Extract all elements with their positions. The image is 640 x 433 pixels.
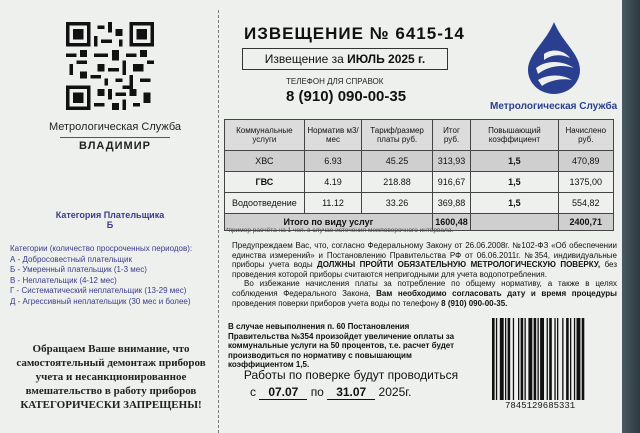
category-item: Б - Умеренный плательщик (1-3 мес) <box>10 265 147 274</box>
table-cell: 1375,00 <box>558 172 613 193</box>
barcode-bar <box>521 318 524 400</box>
barcode-bar <box>574 318 575 400</box>
category-item: А - Добросовестный плательщик <box>10 254 132 264</box>
table-cell: 1,5 <box>471 172 558 193</box>
table-row <box>225 172 614 193</box>
barcode-bar <box>562 318 563 400</box>
qr-code-icon <box>66 22 154 110</box>
payer-category-value: Б <box>106 220 114 230</box>
notice-text: Во избежание начисления платы за потребление по общему нормативу, а также в целях соблюдения Федерального Закона, <box>232 279 617 298</box>
notice-paragraph-1 <box>232 241 617 279</box>
phone-label: ТЕЛЕФОН ДЛЯ СПРАВОК <box>286 77 384 86</box>
col-header: Норматив м3/мес <box>304 120 362 151</box>
works-dates <box>250 385 490 400</box>
org-name-right: Метрологическая Служба <box>490 101 618 112</box>
notice-text: Предупреждаем Вас, что, согласно Федеральному Закону от 26.06.2008г. №102-ФЗ «Об обеспечении единства измерений» и Постановлению Правительства РФ от 06.06.2011г. №354, индивидуальные приборы учета воды <box>232 241 617 270</box>
notice-paragraph-2 <box>232 279 617 308</box>
table-cell: 6.93 <box>304 151 362 172</box>
date-to: 31.07 <box>327 385 375 400</box>
date-from-label: с <box>250 385 256 399</box>
table-cell: 1,5 <box>471 193 558 214</box>
background-edge <box>622 0 640 433</box>
tamper-warning: Обращаем Ваше внимание, что самостоятельный демонтаж приборов учета и несанкционированное вмешательство в работу приборов КАТЕГОРИЧЕСКИ ЗАПРЕЩЕНЫ! <box>16 343 206 411</box>
works-label: Работы по поверке будут проводиться <box>243 368 459 382</box>
barcode-bar <box>513 318 514 400</box>
category-legend <box>10 244 215 307</box>
notice-text-bold: Вам необходимо согласовать дату и время процедуры <box>376 288 617 298</box>
barcode-number: 7845129685331 <box>505 401 576 411</box>
table-cell: 45.25 <box>362 151 433 172</box>
table-cell: ГВС <box>225 172 305 193</box>
notice-text: без проведения которой приборы считаются непригодными для учета водопотребления. <box>232 260 617 279</box>
barcode-icon <box>490 318 618 400</box>
table-cell: 4.19 <box>304 172 362 193</box>
table-row <box>225 151 614 172</box>
table-cell-empty <box>471 214 558 231</box>
category-item: Д - Агрессивный неплательщик (30 мес и более) <box>10 296 191 306</box>
cut-line-divider <box>218 10 219 433</box>
barcode-bar <box>500 318 504 400</box>
table-row <box>225 193 614 214</box>
category-item: Г - Систематический неплательщик (13-29 мес) <box>10 286 187 295</box>
barcode-bar <box>549 318 552 400</box>
barcode-bar <box>534 318 537 400</box>
date-to-label: по <box>310 385 324 399</box>
total-charged: 2400,71 <box>558 214 613 231</box>
barcode-bar <box>528 318 532 400</box>
barcode-bar <box>508 318 511 400</box>
notice-title: ИЗВЕЩЕНИЕ № 6415-14 <box>244 24 465 43</box>
payer-category <box>40 210 180 230</box>
barcode-bar <box>505 318 506 400</box>
barcode-bar <box>492 318 495 400</box>
category-item: В - Неплательщик (4-12 мес) <box>10 275 117 285</box>
city-name: ВЛАДИМИР <box>60 137 170 152</box>
table-cell: Водоотведение <box>225 193 305 214</box>
table-cell: 313,93 <box>432 151 470 172</box>
table-cell: 369,88 <box>432 193 470 214</box>
water-drop-logo-icon <box>522 20 586 96</box>
col-header: Начислено руб. <box>558 120 613 151</box>
barcode-bar <box>557 318 558 400</box>
notice-paragraph <box>232 241 617 308</box>
total-label: Итого по виду услуг <box>225 214 433 231</box>
date-from: 07.07 <box>259 385 307 400</box>
notice-phone: 8 (910) 090-00-35. <box>441 298 508 308</box>
table-cell: 1,5 <box>471 151 558 172</box>
penalty-text: В случае невыполнения п. 60 Постановления Правительства №354 произойдет увеличение оплаты за коммунальные услуги на 50 процентов, т.е. расчет будет производиться по нормативу с повышающим коэффициентом 1,5. <box>228 322 455 370</box>
penalty-paragraph <box>228 322 470 370</box>
table-header-row <box>225 120 614 151</box>
date-year: 2025г. <box>378 385 412 399</box>
barcode-bar <box>577 318 581 400</box>
table-cell: ХВС <box>225 151 305 172</box>
col-header: Тариф/размер платы руб. <box>362 120 433 151</box>
table-cell: 11.12 <box>304 193 362 214</box>
phone-number: 8 (910) 090-00-35 <box>286 88 407 105</box>
col-header: Коммунальные услуги <box>225 120 305 151</box>
charges-table <box>224 119 614 231</box>
col-header: Повышающий коэффициент <box>471 120 558 151</box>
barcode-bar <box>540 318 544 400</box>
table-cell: 916,67 <box>432 172 470 193</box>
payer-category-label: Категория Плательщика <box>55 210 165 220</box>
category-legend-intro: Категории (количество просроченных периодов): <box>10 244 193 253</box>
barcode-bar <box>566 318 569 400</box>
barcode-bar <box>538 318 539 400</box>
barcode-bar <box>554 318 555 400</box>
table-cell: 218.88 <box>362 172 433 193</box>
table-cell: 33.26 <box>362 193 433 214</box>
notice-text: проведения поверки приборов учета воды по телефону <box>232 298 439 308</box>
barcode-bar <box>547 318 548 400</box>
barcode-bar <box>518 318 519 400</box>
table-cell: 470,89 <box>558 151 613 172</box>
period-label: Извещение за <box>264 52 344 66</box>
notice-text-bold: ДОЛЖНЫ ПРОЙТИ ОБЯЗАТЕЛЬНУЮ МЕТРОЛОГИЧЕСКУЮ ПОВЕРКУ, <box>317 260 601 270</box>
period-box <box>242 48 448 70</box>
table-cell: 554,82 <box>558 193 613 214</box>
org-name-left: Метрологическая Служба <box>48 121 182 133</box>
barcode-bar <box>570 318 571 400</box>
col-header: Итог руб. <box>432 120 470 151</box>
period-value: ИЮЛЬ 2025 г. <box>347 52 426 66</box>
calculation-footnote: *пример расчёта на 1 чел. в случае истечения межповерочного интервала. <box>226 227 454 234</box>
total-itog: 1600,48 <box>432 214 470 231</box>
barcode-bar <box>582 318 585 400</box>
barcode-bar <box>496 318 497 400</box>
barcode-bar <box>525 318 526 400</box>
